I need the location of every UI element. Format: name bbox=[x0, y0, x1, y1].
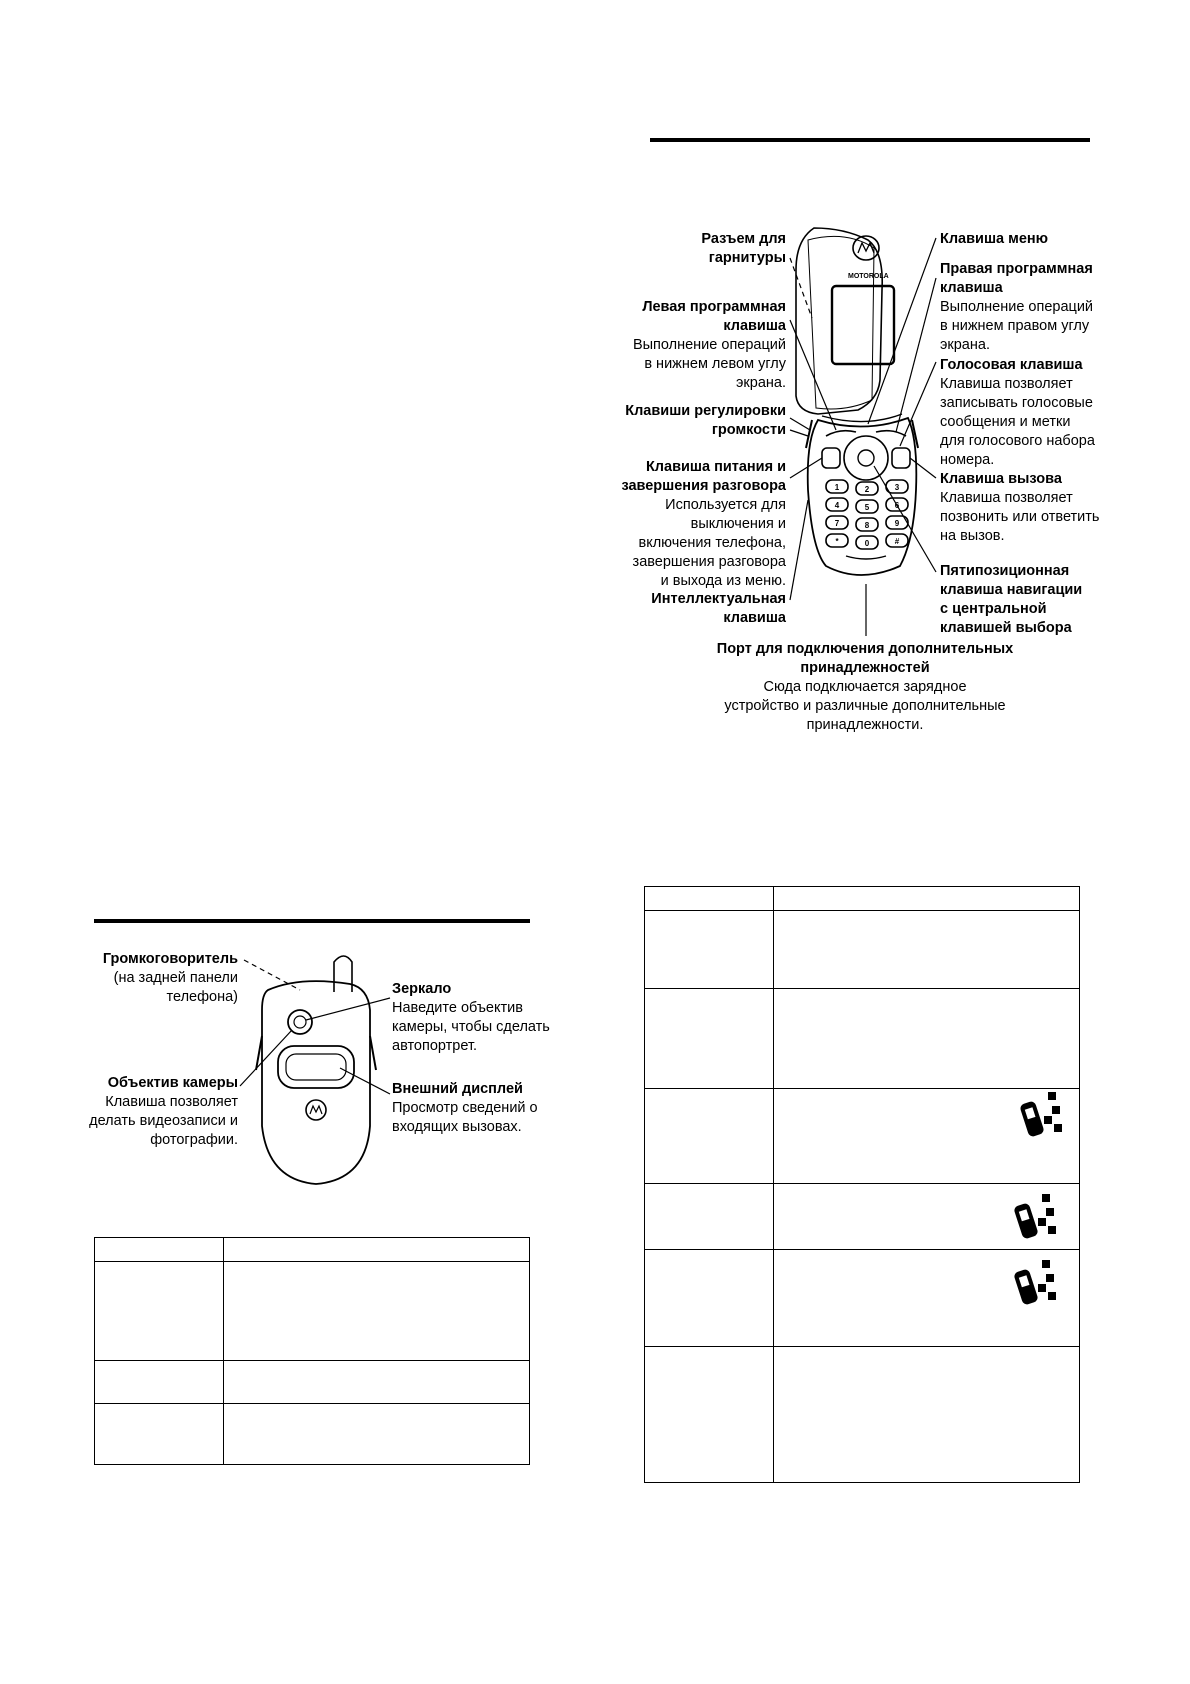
keypad-key-label: 0 bbox=[864, 539, 870, 548]
camera-lens-desc: Клавиша позволяет делать видеозаписи и фотографии. bbox=[89, 1094, 238, 1148]
table-cell bbox=[645, 887, 774, 911]
accessory-port-desc: Сюда подключается зарядное устройство и различные дополнительные принадлежности. bbox=[724, 679, 1006, 733]
label-nav-key bbox=[940, 562, 1120, 638]
smart-key-title: Интеллектуальная клавиша bbox=[651, 591, 786, 626]
table-row bbox=[645, 911, 1080, 989]
keypad-key-label: 3 bbox=[894, 483, 900, 492]
table-row bbox=[645, 1089, 1080, 1184]
table-cell bbox=[645, 911, 774, 989]
table-cell bbox=[645, 1089, 774, 1184]
label-accessory-port bbox=[700, 640, 1030, 735]
table-row bbox=[95, 1404, 530, 1465]
left-soft-key-title: Левая программная клавиша bbox=[642, 299, 786, 334]
keypad-key-label: 9 bbox=[894, 519, 900, 528]
power-end-key-desc: Используется для выключения и включения телефона, завершения разговора и выхода из меню. bbox=[632, 497, 786, 589]
label-camera-lens bbox=[20, 1074, 238, 1150]
keypad-key-label: * bbox=[835, 537, 839, 546]
label-volume-keys bbox=[560, 402, 786, 440]
table-row bbox=[95, 1262, 530, 1361]
keypad-key-label: 5 bbox=[864, 503, 870, 512]
label-speaker bbox=[20, 950, 238, 1007]
table-row bbox=[95, 1238, 530, 1262]
table-cell bbox=[774, 911, 1080, 989]
camera-lens-title: Объектив камеры bbox=[107, 1075, 238, 1091]
table-cell bbox=[224, 1238, 530, 1262]
table-cell bbox=[95, 1404, 224, 1465]
table-cell bbox=[774, 1347, 1080, 1483]
speaker-title: Громкоговоритель bbox=[102, 951, 238, 967]
accessory-port-title: Порт для подключения дополнительных принадлежностей bbox=[716, 641, 1014, 676]
table-row bbox=[645, 887, 1080, 911]
label-left-soft-key bbox=[560, 298, 786, 393]
optional-feature-icon bbox=[1012, 1192, 1062, 1248]
keypad-key-label: 4 bbox=[834, 501, 840, 510]
label-power-end-key bbox=[560, 458, 786, 591]
external-display-desc: Просмотр сведений о входящих вызовах. bbox=[392, 1100, 538, 1135]
volume-keys-title: Клавиши регулировки громкости bbox=[625, 403, 786, 438]
left-soft-key-desc: Выполнение операций в нижнем левом углу экрана. bbox=[632, 337, 786, 391]
keypad-key-label: 2 bbox=[864, 485, 870, 494]
table-cell bbox=[774, 989, 1080, 1089]
section-rule-bottom-left bbox=[94, 919, 530, 923]
nav-key-title: Пятипозиционная клавиша навигации с центральной клавишей выбора bbox=[940, 563, 1083, 636]
label-headset-jack bbox=[560, 230, 786, 268]
label-voice-key bbox=[940, 356, 1120, 470]
headset-jack-title: Разъем для гарнитуры bbox=[701, 231, 786, 266]
send-key-title: Клавиша вызова bbox=[940, 471, 1062, 487]
table-cell bbox=[224, 1361, 530, 1404]
table-cell bbox=[645, 1347, 774, 1483]
table-cell bbox=[95, 1262, 224, 1361]
table-cell bbox=[95, 1238, 224, 1262]
keypad-key-label: 7 bbox=[834, 519, 840, 528]
table-cell bbox=[774, 887, 1080, 911]
label-external-display bbox=[392, 1080, 572, 1137]
optional-feature-icon bbox=[1018, 1090, 1068, 1146]
key-table-right bbox=[644, 886, 1080, 1483]
table-cell bbox=[224, 1262, 530, 1361]
label-smart-key bbox=[560, 590, 786, 628]
table-row bbox=[645, 989, 1080, 1089]
phone-brand-text: MOTOROLA bbox=[848, 273, 889, 280]
menu-key-title: Клавиша меню bbox=[940, 231, 1049, 247]
speaker-desc: (на задней панели телефона) bbox=[113, 970, 238, 1005]
label-send-key bbox=[940, 470, 1120, 546]
table-cell bbox=[645, 1250, 774, 1347]
table-cell bbox=[95, 1361, 224, 1404]
keypad-key-label: 8 bbox=[864, 521, 870, 530]
voice-key-title: Голосовая клавиша bbox=[940, 357, 1083, 373]
power-end-key-title: Клавиша питания и завершения разговора bbox=[621, 459, 786, 494]
mirror-title: Зеркало bbox=[392, 981, 452, 997]
mirror-desc: Наведите объектив камеры, чтобы сделать автопортрет. bbox=[392, 1000, 550, 1054]
table-cell bbox=[645, 989, 774, 1089]
label-mirror bbox=[392, 980, 572, 1056]
voice-key-desc: Клавиша позволяет записывать голосовые сообщения и метки для голосового набора номера. bbox=[940, 376, 1095, 468]
keypad-key-label: 6 bbox=[894, 501, 900, 510]
key-table-left bbox=[94, 1237, 530, 1465]
send-key-desc: Клавиша позволяет позвонить или ответить на вызов. bbox=[940, 490, 1100, 544]
table-row bbox=[645, 1347, 1080, 1483]
table-cell bbox=[645, 1184, 774, 1250]
right-soft-key-desc: Выполнение операций в нижнем правом углу экрана. bbox=[940, 299, 1094, 353]
keypad-key-label: # bbox=[894, 537, 900, 546]
label-right-soft-key bbox=[940, 260, 1120, 355]
external-display-title: Внешний дисплей bbox=[392, 1081, 523, 1097]
right-soft-key-title: Правая программная клавиша bbox=[940, 261, 1093, 296]
keypad-key-label: 1 bbox=[834, 483, 840, 492]
table-row bbox=[95, 1361, 530, 1404]
table-cell bbox=[224, 1404, 530, 1465]
label-menu-key bbox=[940, 230, 1120, 249]
optional-feature-icon bbox=[1012, 1258, 1062, 1314]
